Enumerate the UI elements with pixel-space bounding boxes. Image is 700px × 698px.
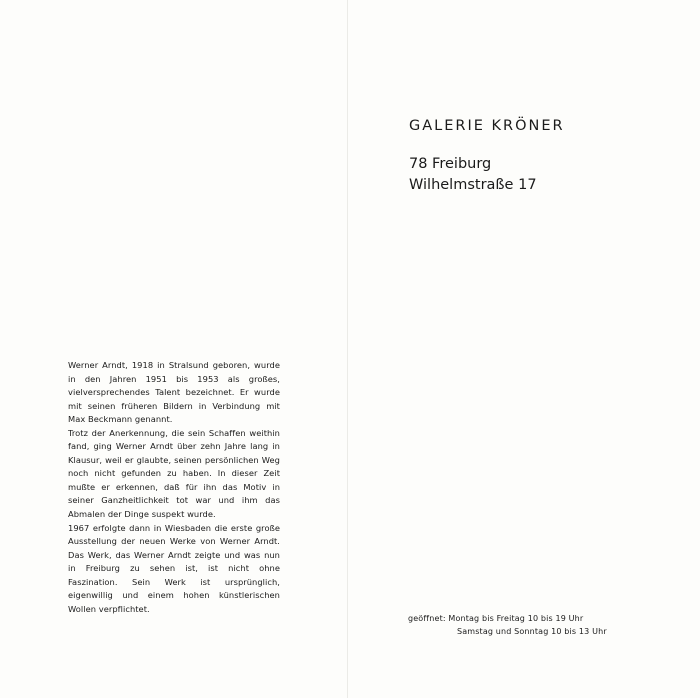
- address-street: Wilhelmstraße 17: [409, 177, 537, 193]
- artist-biography: [68, 359, 280, 616]
- bio-paragraph-3: 1967 erfolgte dann in Wiesbaden die erste große Ausstellung der neuen Werke von Werner Arndt. Das Werk, das Werner Arndt zeigte und was nun in Freiburg zu sehen ist, ist nicht ohne Faszination. Sein Werk ist ursprünglich, eigenwillig und einem hohen künstlerischen Wollen verpflichtet.: [68, 522, 280, 614]
- hours-weekdays: geöffnet: Montag bis Freitag 10 bis 19 Uhr: [408, 614, 584, 623]
- bio-paragraph-2: Trotz der Anerkennung, die sein Schaffen weithin fand, ging Werner Arndt über zehn Jahre lang in Klausur, weil er glaubte, seinen persönlichen Weg noch nicht gefunden zu haben. In dieser Zeit mußte er erkennen, daß für ihn das Motiv in seiner Ganzheitlichkeit tot war und ihm das Abmalen der Dinge suspekt wurde.: [68, 427, 280, 520]
- hours-weekend: Samstag und Sonntag 10 bis 13 Uhr: [457, 627, 607, 636]
- left-panel: [0, 0, 347, 698]
- bio-paragraph-1: Werner Arndt, 1918 in Stralsund geboren, wurde in den Jahren 1951 bis 1953 als großes, vielversprechendes Talent bezeichnet. Er wurde mit seinen früheren Bildern in Verbindung mit Max Beckmann genannt.: [68, 360, 280, 425]
- address-city: 78 Freiburg: [409, 156, 492, 172]
- gallery-address: [409, 154, 537, 196]
- opening-hours: [408, 612, 607, 638]
- gallery-name: GALERIE KRÖNER: [409, 118, 565, 134]
- right-panel: [348, 0, 700, 698]
